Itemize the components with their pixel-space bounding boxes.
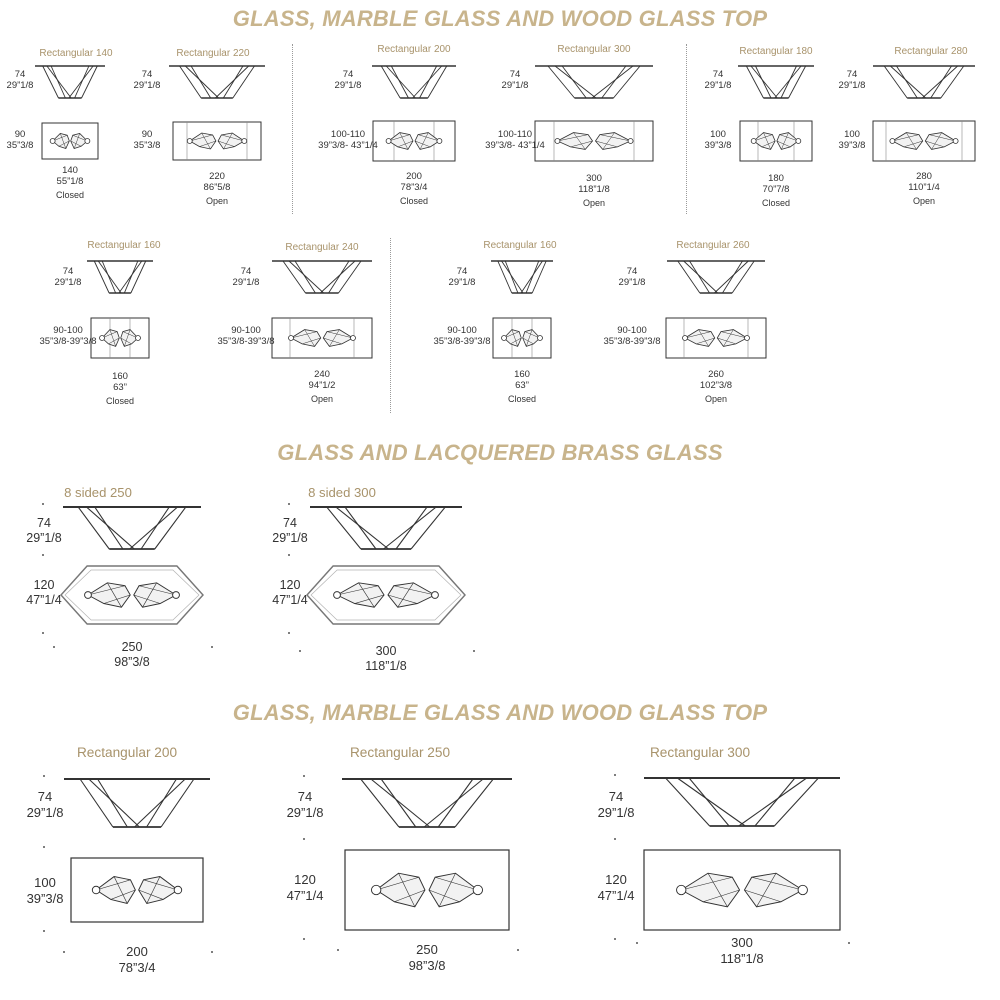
height-cm: 74 (626, 266, 638, 277)
height-inches: 29”1/8 (838, 80, 866, 92)
depth-cm: 90-100 (231, 325, 261, 336)
dimension-marker (288, 503, 290, 505)
dimension-marker (42, 554, 44, 556)
length-inches: 55”1/8 (56, 176, 84, 188)
base-foot-circle (437, 139, 442, 144)
base-foot-circle (174, 886, 182, 894)
length-cm: 140 (62, 165, 78, 176)
height-cm: 74 (509, 69, 521, 80)
length-cm: 200 (126, 944, 148, 959)
base-foot-circle (537, 336, 542, 341)
table-model-name: Rectangular 160 (483, 240, 557, 251)
height-cm: 74 (712, 69, 724, 80)
base-foot-circle (242, 139, 247, 144)
depth-cm: 90-100 (617, 325, 647, 336)
length-inches: 118”1/8 (365, 659, 407, 673)
length-inches: 63” (515, 380, 529, 392)
length-inches: 98”3/8 (114, 655, 150, 669)
length-cm: 300 (375, 644, 397, 658)
height-inches: 29”1/8 (597, 804, 635, 820)
length-inches: 94”1/2 (308, 380, 336, 392)
height-cm: 74 (283, 516, 297, 530)
section-title-glass-marble-wood-large: GLASS, MARBLE GLASS AND WOOD GLASS TOP (232, 700, 768, 725)
height-cm: 74 (846, 69, 858, 80)
depth-cm: 90 (141, 129, 153, 140)
depth-inches: 39”3/8 (704, 140, 732, 152)
table-base-elevation (666, 778, 819, 826)
depth-cm: 90 (14, 129, 26, 140)
depth-inches: 35”3/8 (133, 140, 161, 152)
height-inches: 29”1/8 (133, 80, 161, 92)
length-cm: 240 (314, 369, 330, 380)
dimension-marker (614, 838, 616, 840)
table-model-name: Rectangular 240 (285, 242, 359, 253)
dimension-marker (614, 938, 616, 940)
depth-inches: 39”3/8 (26, 890, 64, 906)
dimension-marker (43, 846, 45, 848)
depth-inches: 35”3/8-39”3/8 (603, 336, 661, 348)
height-inches: 29”1/8 (272, 531, 308, 545)
dimension-marker (473, 650, 475, 652)
length-cm: 250 (416, 942, 438, 957)
dimension-marker (288, 554, 290, 556)
height-inches: 29”1/8 (6, 80, 34, 92)
base-foot-circle (798, 885, 807, 894)
dimension-marker (63, 951, 65, 953)
depth-cm: 100 (710, 129, 726, 140)
depth-cm: 120 (33, 578, 55, 592)
base-foot-circle (628, 139, 633, 144)
height-inches: 29”1/8 (232, 277, 260, 289)
length-inches: 78”3/4 (400, 182, 428, 194)
depth-cm: 100 (34, 875, 56, 890)
base-foot-circle (173, 592, 180, 599)
dimension-marker (288, 632, 290, 634)
table-model-name: Rectangular 200 (377, 44, 451, 55)
base-plan-shape (677, 873, 808, 907)
table-model-name: Rectangular 200 (76, 745, 178, 760)
depth-inches: 39”3/8- 43”1/4 (485, 140, 545, 152)
height-inches: 29”1/8 (286, 804, 324, 820)
depth-cm: 120 (605, 872, 627, 887)
length-inches: 118”1/8 (578, 184, 610, 196)
height-cm: 74 (37, 789, 53, 804)
base-foot-circle (473, 885, 482, 894)
extension-state: Closed (105, 395, 135, 406)
dimension-marker (614, 774, 616, 776)
depth-cm: 90-100 (447, 325, 477, 336)
table-model-name: 8 sided 250 (64, 485, 132, 500)
table-model-name: Rectangular 260 (676, 240, 750, 251)
table-model-name: Rectangular 220 (176, 48, 250, 59)
depth-cm: 100 (844, 129, 860, 140)
dimension-marker (303, 838, 305, 840)
dimension-marker (303, 775, 305, 777)
height-inches: 29”1/8 (334, 80, 362, 92)
length-inches: 102”3/8 (699, 380, 733, 392)
depth-inches: 47”1/4 (286, 887, 324, 903)
height-inches: 29”1/8 (501, 80, 529, 92)
dimension-marker (636, 942, 638, 944)
dimension-marker (43, 775, 45, 777)
height-cm: 74 (141, 69, 153, 80)
depth-cm: 120 (279, 578, 301, 592)
dimension-marker (299, 650, 301, 652)
length-cm: 160 (514, 369, 530, 380)
length-inches: 98”3/8 (408, 957, 446, 973)
depth-inches: 47”1/4 (597, 887, 635, 903)
base-foot-circle (745, 336, 750, 341)
dimension-marker (211, 646, 213, 648)
extension-state: Closed (507, 393, 537, 404)
base-foot-circle (351, 336, 356, 341)
depth-cm: 100-110 (497, 129, 533, 140)
height-cm: 74 (297, 789, 313, 804)
length-cm: 180 (768, 173, 784, 184)
length-cm: 200 (406, 171, 422, 182)
table-model-name: Rectangular 300 (649, 745, 751, 760)
depth-inches: 39”3/8 (838, 140, 866, 152)
depth-inches: 35”3/8-39”3/8 (217, 336, 275, 348)
length-cm: 260 (708, 369, 724, 380)
base-foot-circle (432, 592, 439, 599)
depth-inches: 47”1/4 (272, 593, 308, 607)
extension-state: Open (704, 393, 728, 404)
extension-state: Open (205, 195, 229, 206)
extension-state: Open (310, 393, 334, 404)
dimension-marker (211, 951, 213, 953)
length-inches: 86”5/8 (203, 182, 231, 194)
depth-cm: 120 (294, 872, 316, 887)
depth-inches: 47”1/4 (26, 593, 62, 607)
length-inches: 78”3/4 (118, 959, 156, 975)
extension-state: Open (582, 197, 606, 208)
length-cm: 300 (731, 935, 753, 950)
dimension-marker (337, 949, 339, 951)
height-inches: 29”1/8 (618, 277, 646, 289)
height-cm: 74 (14, 69, 26, 80)
dimension-marker (53, 646, 55, 648)
table-model-name: 8 sided 300 (308, 485, 376, 500)
base-foot-circle (953, 139, 958, 144)
length-cm: 300 (586, 173, 602, 184)
dimension-marker (43, 930, 45, 932)
length-cm: 250 (121, 640, 143, 654)
base-plan-shape (371, 873, 482, 907)
table-model-name: Rectangular 250 (349, 745, 451, 760)
height-cm: 74 (62, 266, 74, 277)
depth-inches: 35”3/8-39”3/8 (39, 336, 97, 348)
dimension-marker (42, 503, 44, 505)
length-cm: 160 (112, 371, 128, 382)
depth-inches: 35”3/8 (6, 140, 34, 152)
table-model-name: Rectangular 280 (894, 46, 968, 57)
dimension-marker (303, 938, 305, 940)
height-inches: 29”1/8 (54, 277, 82, 289)
depth-inches: 35”3/8-39”3/8 (433, 336, 491, 348)
height-cm: 74 (342, 69, 354, 80)
height-inches: 29”1/8 (704, 80, 732, 92)
height-cm: 74 (37, 516, 51, 530)
dimension-marker (848, 942, 850, 944)
length-inches: 70”7/8 (762, 184, 790, 196)
table-model-name: Rectangular 180 (739, 46, 813, 57)
extension-state: Closed (761, 197, 791, 208)
section-title-glass-marble-wood: GLASS, MARBLE GLASS AND WOOD GLASS TOP (232, 6, 768, 31)
depth-inches: 39”3/8- 43”1/4 (318, 140, 378, 152)
length-cm: 220 (209, 171, 225, 182)
height-cm: 74 (456, 266, 468, 277)
height-cm: 74 (608, 789, 624, 804)
table-base-elevation (361, 779, 494, 827)
extension-state: Closed (55, 189, 85, 200)
length-inches: 63” (113, 382, 127, 394)
extension-state: Open (912, 195, 936, 206)
height-cm: 74 (240, 266, 252, 277)
dimension-marker (42, 632, 44, 634)
length-inches: 118”1/8 (720, 950, 764, 966)
length-cm: 280 (916, 171, 932, 182)
depth-cm: 90-100 (53, 325, 83, 336)
depth-cm: 100-110 (330, 129, 366, 140)
height-inches: 29”1/8 (26, 804, 64, 820)
extension-state: Closed (399, 195, 429, 206)
dimension-marker (517, 949, 519, 951)
length-inches: 110”1/4 (908, 182, 940, 194)
table-model-name: Rectangular 140 (39, 48, 113, 59)
section-title-glass-lacquered-brass: GLASS AND LACQUERED BRASS GLASS (277, 440, 723, 465)
table-model-name: Rectangular 160 (87, 240, 161, 251)
height-inches: 29”1/8 (26, 531, 62, 545)
height-inches: 29”1/8 (448, 277, 476, 289)
table-model-name: Rectangular 300 (557, 44, 631, 55)
